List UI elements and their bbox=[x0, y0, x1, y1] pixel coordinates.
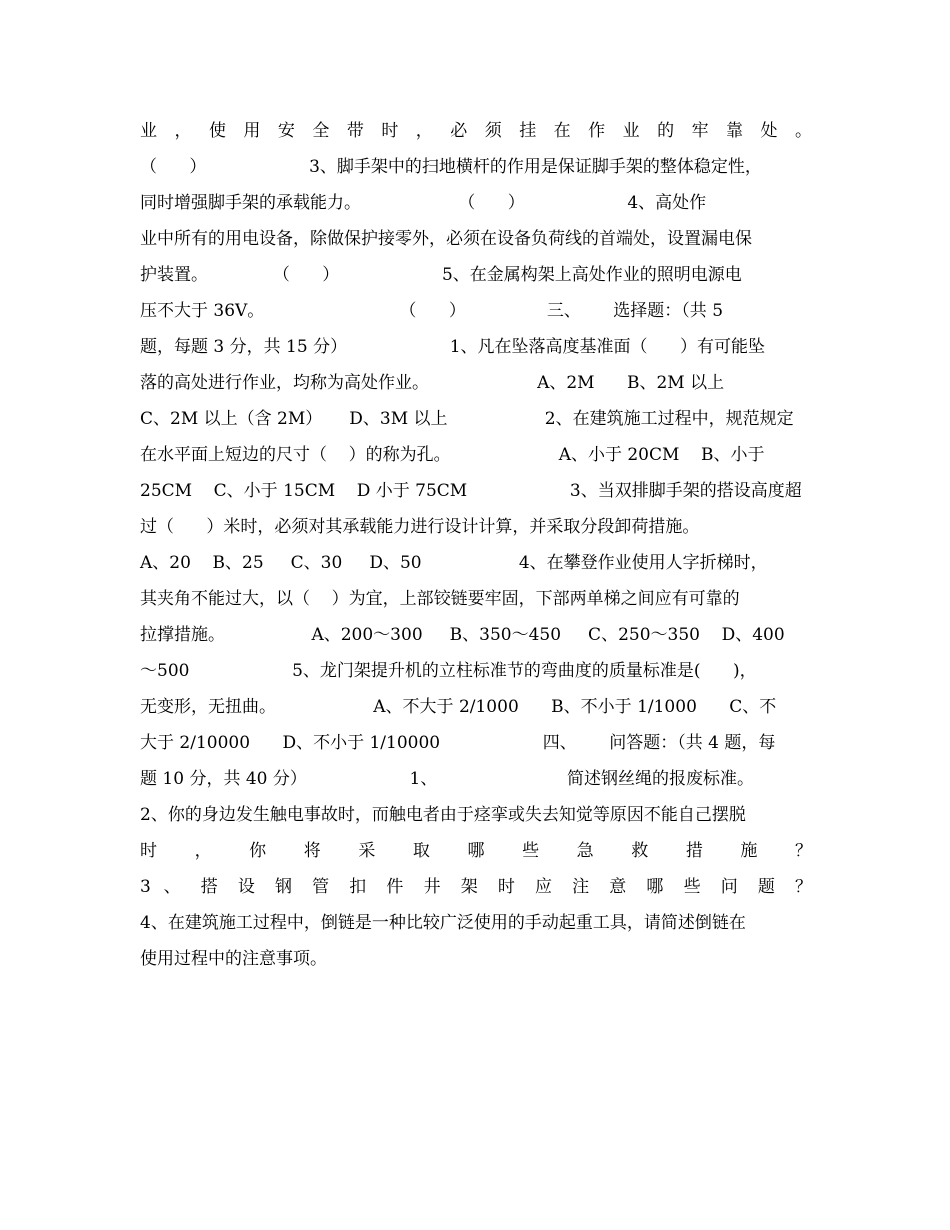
text-line: 业 ， 使 用 安 全 带 时 ， 必 须 挂 在 作 业 的 牢 靠 处 。 bbox=[140, 121, 812, 141]
text-line: 护装置。 （ ） 5、在金属构架上高处作业的照明电源电 bbox=[140, 265, 742, 285]
text-line: C、2M 以上（含 2M） D、3M 以上 2、在建筑施工过程中，规范规定 bbox=[140, 409, 794, 429]
text-line: 落的高处进行作业，均称为高处作业。 A、2M B、2M 以上 bbox=[140, 373, 725, 393]
text-line: 时 ， 你 将 采 取 哪 些 急 救 措 施 ？ bbox=[140, 841, 812, 861]
text-line: A、20 B、25 C、30 D、50 4、在攀登作业使用人字折梯时， bbox=[140, 553, 768, 573]
text-line: 2、你的身边发生触电事故时，而触电者由于痉挛或失去知觉等原因不能自己摆脱 bbox=[140, 805, 746, 825]
text-line: 题，每题 3 分，共 15 分） 1、凡在坠落高度基准面（ ）有可能坠 bbox=[140, 337, 765, 357]
text-line: 同时增强脚手架的承载能力。 （ ） 4、高处作 bbox=[140, 193, 707, 213]
text-line: 4、在建筑施工过程中，倒链是一种比较广泛使用的手动起重工具，请简述倒链在 bbox=[140, 913, 746, 933]
text-line: 3 、 搭 设 钢 管 扣 件 井 架 时 应 注 意 哪 些 问 题 ？ bbox=[140, 877, 812, 897]
text-line: 其夹角不能过大，以（ ）为宜，上部铰链要牢固，下部两单梯之间应有可靠的 bbox=[140, 589, 740, 609]
text-line: 大于 2/10000 D、不小于 1/10000 四、 问答题：（共 4 题，每 bbox=[140, 733, 776, 753]
text-line: 使用过程中的注意事项。 bbox=[140, 949, 327, 969]
text-line: 25CM C、小于 15CM D 小于 75CM 3、当双排脚手架的搭设高度超 bbox=[140, 481, 802, 501]
text-line: 业中所有的用电设备，除做保护接零外，必须在设备负荷线的首端处，设置漏电保 bbox=[140, 229, 752, 249]
text-line: 题 10 分，共 40 分） 1、 简述钢丝绳的报废标准。 bbox=[140, 769, 755, 789]
text-line: 压不大于 36V。 （ ） 三、 选择题：（共 5 bbox=[140, 301, 724, 321]
text-line: 过（ ）米时，必须对其承载能力进行设计计算，并采取分段卸荷措施。 bbox=[140, 517, 700, 537]
text-line: 在水平面上短边的尺寸（ ）的称为孔。 A、小于 20CM B、小于 bbox=[140, 445, 765, 465]
text-line: （ ） 3、脚手架中的扫地横杆的作用是保证脚手架的整体稳定性， bbox=[140, 157, 762, 177]
text-line: ～500 5、龙门架提升机的立柱标准节的弯曲度的质量标准是( )， bbox=[140, 661, 757, 681]
text-line: 拉撑措施。 A、200～300 B、350～450 C、250～350 D、400 bbox=[140, 625, 785, 645]
text-line: 无变形，无扭曲。 A、不大于 2/1000 B、不小于 1/1000 C、不 bbox=[140, 697, 777, 717]
